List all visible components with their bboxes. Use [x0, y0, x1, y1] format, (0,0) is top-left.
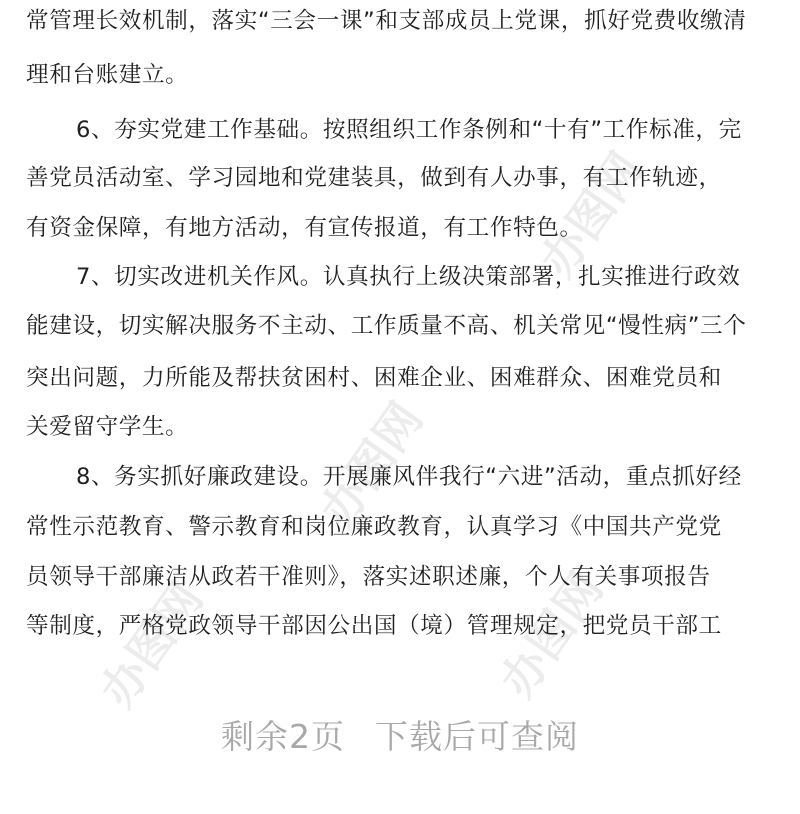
text-line: 能建设，切实解决服务不主动、工作质量不高、机关常见“慢性病”三个: [26, 313, 747, 339]
remaining-pages-text: 剩余2页: [221, 717, 345, 756]
text-line: 6、夯实党建工作基础。按照组织工作条例和“十有”工作标准，完: [76, 117, 742, 143]
text-line: 有资金保障，有地方活动，有宣传报道，有工作特色。: [26, 215, 583, 241]
watermark: 办图网: [529, 142, 654, 287]
text-line: 员领导干部廉洁从政若干准则》，落实述职述廉，个人有关事项报告: [26, 564, 711, 590]
text-line: 8、务实抓好廉政建设。开展廉风伴我行“六进”活动，重点抓好经: [76, 464, 742, 490]
watermark: 办图网: [489, 562, 614, 707]
text-line: 关爱留守学生。: [26, 414, 189, 440]
text-line: 善党员活动室、学习园地和党建装具，做到有人办事，有工作轨迹，: [26, 165, 722, 191]
text-line: 常管理长效机制，落实“三会一课”和支部成员上党课，抓好党费收缴清: [26, 8, 747, 34]
text-line: 理和台账建立。: [26, 62, 189, 88]
text-line: 等制度，严格党政领导干部因公出国（境）管理规定，把党员干部工: [26, 613, 722, 639]
text-line: 7、切实改进机关作风。认真执行上级决策部署，扎实推进行政效: [76, 264, 741, 290]
download-prompt[interactable]: [0, 715, 800, 759]
text-line: 常性示范教育、警示教育和岗位廉政教育，认真学习《中国共产党党: [26, 514, 722, 540]
download-to-view-text: 下载后可查阅: [375, 717, 579, 756]
watermark: 办图网: [89, 572, 214, 717]
watermark: 办图网: [309, 392, 434, 537]
text-line: 突出问题，力所能及帮扶贫困村、困难企业、困难群众、困难党员和: [26, 365, 722, 391]
